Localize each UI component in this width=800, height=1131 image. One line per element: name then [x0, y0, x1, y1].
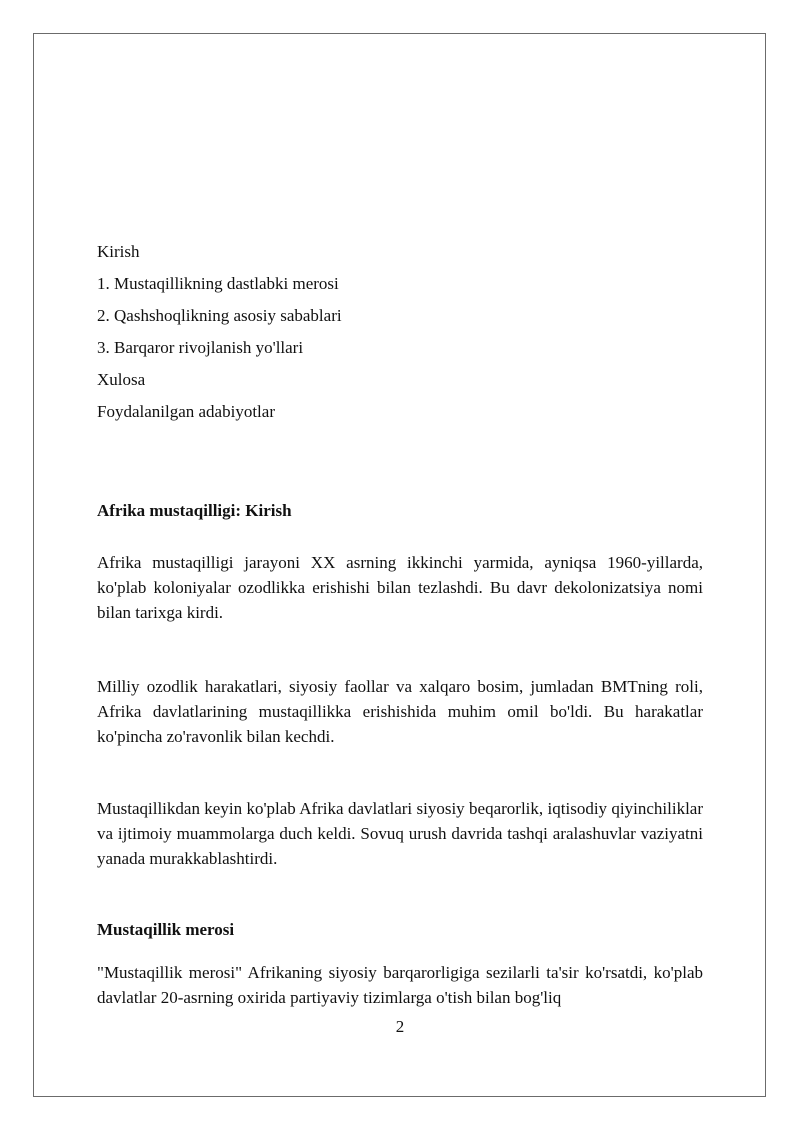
table-of-contents — [97, 240, 703, 432]
toc-item-intro[interactable]: Kirish — [97, 242, 140, 261]
toc-item-chapter-1[interactable]: 1. Mustaqillikning dastlabki merosi — [97, 274, 339, 293]
intro-heading: Afrika mustaqilligi: Kirish — [97, 501, 292, 520]
toc-item-conclusion[interactable]: Xulosa — [97, 370, 146, 389]
toc-item-chapter-3[interactable]: 3. Barqaror rivojlanish yo'llari — [97, 338, 304, 357]
intro-paragraph-2: Milliy ozodlik harakatlari, siyosiy faollar va xalqaro bosim, jumladan BMTning roli, Afrika davlatlarining mustaqillikka erishishida muhim omil bo'ldi. Bu harakatlar ko'pincha zo'ravonlik bilan kechdi. — [97, 677, 703, 746]
toc-item-chapter-2[interactable]: 2. Qashshoqlikning asosiy sabablari — [97, 306, 342, 325]
intro-paragraph-1: Afrika mustaqilligi jarayoni XX asrning ikkinchi yarmida, ayniqsa 1960-yillarda, ko'plab koloniyalar ozodlikka erishishi bilan tezlashdi. Bu davr dekolonizatsiya nomi bilan tarixga kirdi. — [97, 553, 703, 622]
page-number: 2 — [395, 1017, 405, 1036]
legacy-paragraph-1: "Mustaqillik merosi" Afrikaning siyosiy barqarorligiga sezilarli ta'sir ko'rsatdi, ko'plab davlatlar 20-asrning oxirida partiyaviy tizimlarga o'tish bilan bog'liq — [97, 963, 703, 1007]
toc-item-references[interactable]: Foydalanilgan adabiyotlar — [97, 402, 275, 421]
intro-paragraph-3: Mustaqillikdan keyin ko'plab Afrika davlatlari siyosiy beqarorlik, iqtisodiy qiyinchiliklar va ijtimoiy muammolarga duch keldi. Sovuq urush davrida tashqi aralashuvlar vaziyatni yanada murakkablashtirdi. — [97, 799, 703, 868]
legacy-heading: Mustaqillik merosi — [97, 920, 235, 939]
